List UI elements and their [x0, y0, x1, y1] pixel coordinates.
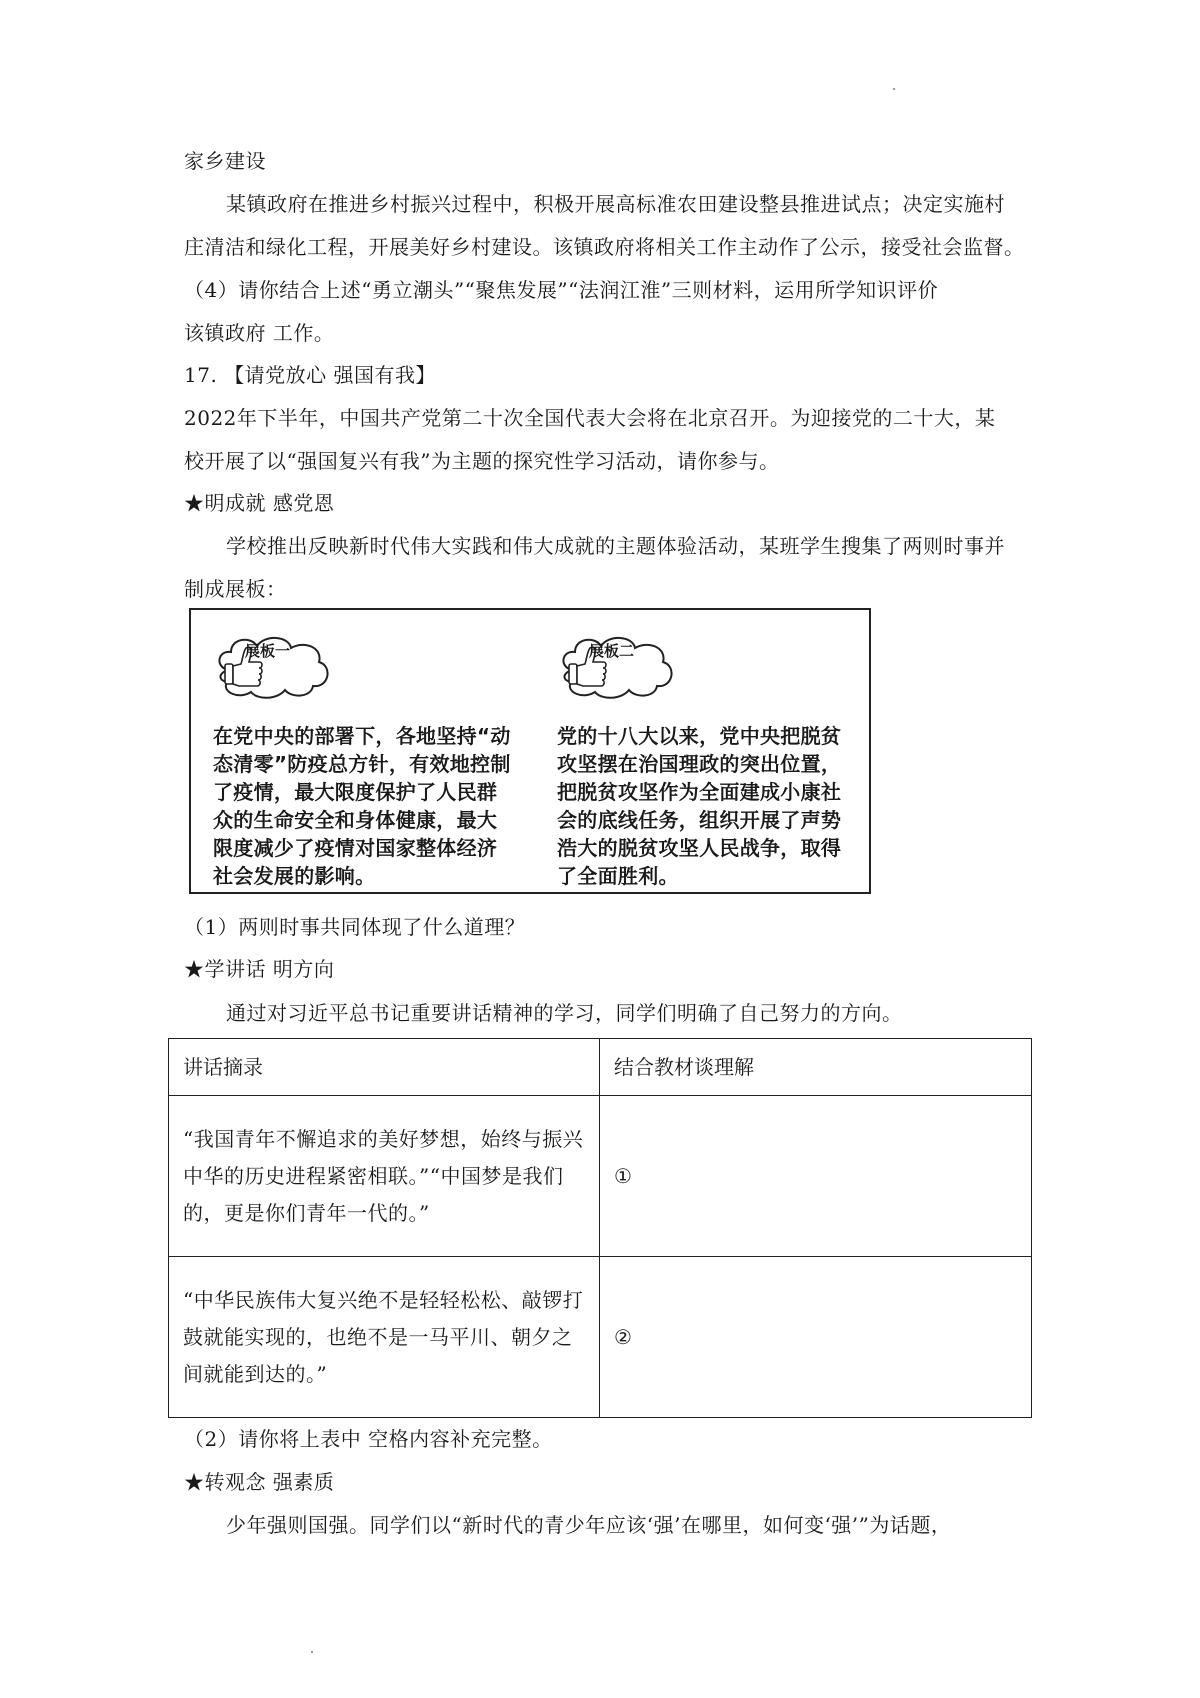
table-header-row: [169, 1039, 1032, 1096]
question-2: （2）请你将上表中 空格内容补充完整。: [184, 1427, 553, 1451]
board-panel-one: [191, 610, 521, 892]
board-panel-two-label: 展板二: [589, 642, 635, 660]
scan-speck-bottom: [311, 1651, 313, 1653]
question-17-title: 17. 【请党放心 强国有我】: [184, 363, 437, 387]
speech-table: [168, 1038, 1032, 1418]
speech-quote-2: “中华民族伟大复兴绝不是轻轻松松、敲锣打鼓就能实现的，也绝不是一马平川、朝夕之间就能到达的。”: [169, 1257, 600, 1418]
paragraph-line: 校开展了以“强国复兴有我”为主题的探究性学习活动，请你参与。: [184, 449, 780, 473]
question-4-cont: 该镇政府 工作。: [184, 321, 335, 345]
paragraph-line: 通过对习近平总书记重要讲话精神的学习，同学们明确了自己努力的方向。: [226, 1001, 903, 1025]
scan-speck-top: [893, 88, 895, 90]
board-panel-two: [535, 610, 865, 892]
paragraph-line: 少年强则国强。同学们以“新时代的青少年应该‘强’在哪里，如何变‘强’”为话题，: [226, 1513, 952, 1537]
question-4: （4）请你结合上述“勇立潮头”“聚焦发展”“法润江淮”三则材料，运用所学知识评价: [184, 278, 939, 302]
answer-blank-1[interactable]: ①: [600, 1096, 1032, 1257]
section-heading-hometown: 家乡建设: [184, 149, 266, 173]
subsection-heading: ★明成就 感党恩: [184, 491, 335, 515]
subsection-heading: ★转观念 强素质: [184, 1470, 335, 1494]
display-board: [189, 608, 871, 894]
table-header-understanding: 结合教材谈理解: [600, 1039, 1032, 1096]
paragraph-line: 制成展板：: [184, 577, 287, 601]
speech-quote-1: “我国青年不懈追求的美好梦想，始终与振兴中华的历史进程紧密相联。”“中国梦是我们的，更是你们青年一代的。”: [169, 1096, 600, 1257]
table-row: [169, 1257, 1032, 1418]
paragraph-line: 某镇政府在推进乡村振兴过程中，积极开展高标准农田建设整县推进试点；决定实施村: [226, 192, 1005, 216]
paragraph-line: 学校推出反映新时代伟大实践和伟大成就的主题体验活动，某班学生搜集了两则时事并: [226, 534, 1005, 558]
question-1: （1）两则时事共同体现了什么道理？: [184, 915, 526, 939]
table-row: [169, 1096, 1032, 1257]
board-panel-two-text: 党的十八大以来，党中央把脱贫攻坚摆在治国理政的突出位置，把脱贫攻坚作为全面建成小康社会的底线任务，组织开展了声势浩大的脱贫攻坚人民战争，取得了全面胜利。: [557, 724, 842, 888]
table-header-speech: 讲话摘录: [169, 1039, 600, 1096]
paragraph-line: 2022年下半年，中国共产党第二十次全国代表大会将在北京召开。为迎接党的二十大，某: [184, 406, 996, 430]
board-panel-one-text: 在党中央的部署下，各地坚持“动态清零”防疫总方针，有效地控制了疫情，最大限度保护了人民群众的生命安全和身体健康，最大限度减少了疫情对国家整体经济社会发展的影响。: [213, 724, 511, 888]
board-panel-one-label: 展板一: [245, 642, 291, 660]
subsection-heading: ★学讲话 明方向: [184, 957, 335, 981]
answer-blank-2[interactable]: ②: [600, 1257, 1032, 1418]
paragraph-line: 庄清洁和绿化工程，开展美好乡村建设。该镇政府将相关工作主动作了公示，接受社会监督。: [184, 235, 1025, 259]
